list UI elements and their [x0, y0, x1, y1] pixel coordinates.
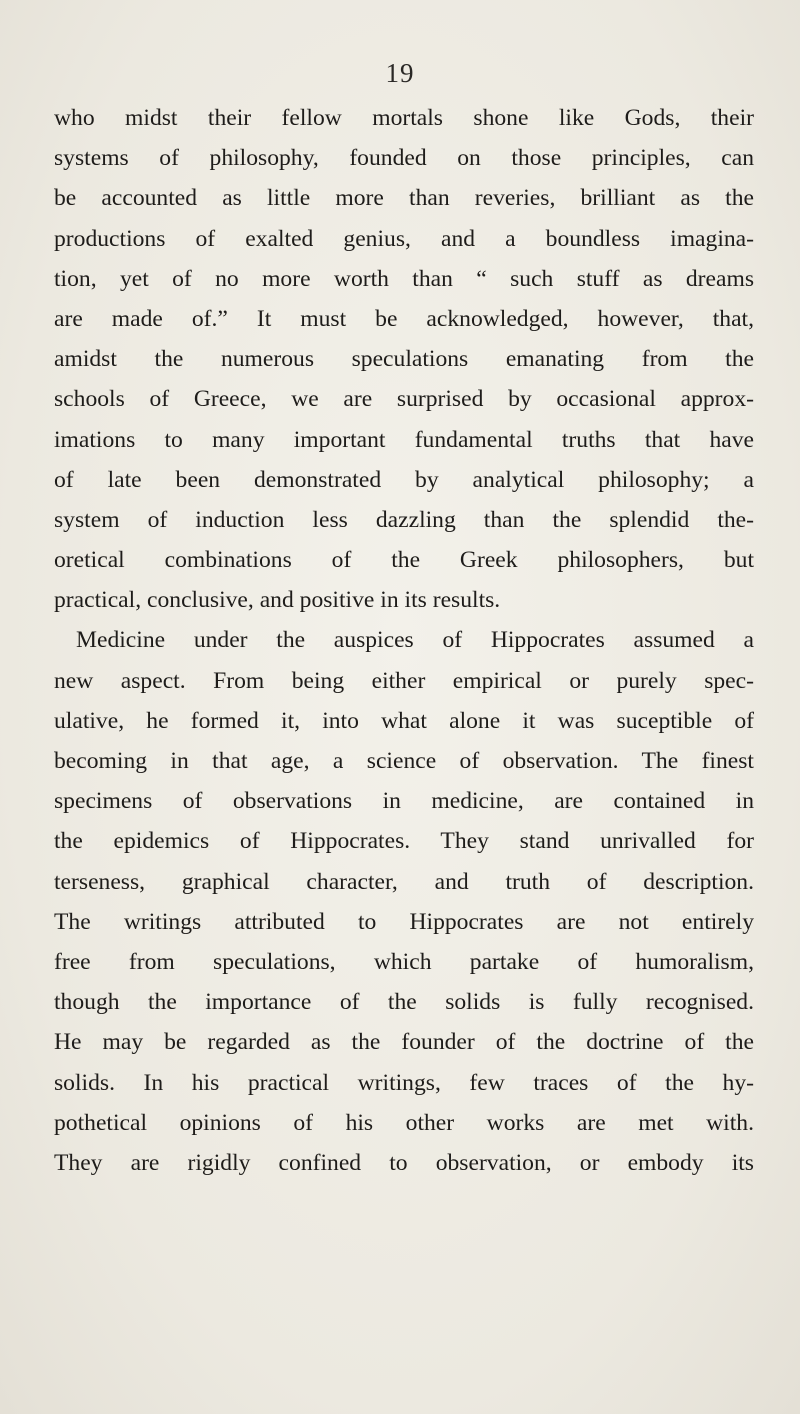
text-line: be accounted as little more than reveries, brilliant as the: [54, 185, 754, 212]
text-line: new aspect. From being either empirical or purely spec-: [54, 667, 754, 694]
paragraph-end-line: practical, conclusive, and positive in its results.: [54, 587, 501, 614]
text-line: He may be regarded as the founder of the doctrine of the: [54, 1029, 754, 1056]
text-line: systems of philosophy, founded on those principles, can: [54, 145, 754, 172]
body-text: [54, 98, 754, 1183]
text-line: imations to many important fundamental truths that have: [54, 426, 754, 453]
text-line: They are rigidly confined to observation, or embody its: [54, 1149, 754, 1176]
text-line: who midst their fellow mortals shone like Gods, their: [54, 105, 754, 131]
page-number: 19: [385, 58, 415, 88]
text-line: productions of exalted genius, and a boundless imagina-: [54, 225, 754, 252]
text-line: system of induction less dazzling than the splendid the-: [54, 506, 754, 533]
text-line: solids. In his practical writings, few traces of the hy-: [54, 1069, 754, 1096]
text-line: The writings attributed to Hippocrates are not entirely: [54, 908, 754, 935]
text-line: terseness, graphical character, and truth of description.: [54, 868, 754, 895]
text-line: are made of.” It must be acknowledged, however, that,: [54, 305, 754, 332]
text-line: amidst the numerous speculations emanating from the: [54, 346, 754, 373]
text-line: of late been demonstrated by analytical philosophy; a: [54, 466, 754, 493]
text-line: oretical combinations of the Greek philosophers, but: [54, 547, 754, 574]
text-line: schools of Greece, we are surprised by occasional approx-: [54, 386, 754, 413]
text-line: ulative, he formed it, into what alone it was suceptible of: [54, 707, 754, 734]
text-line: pothetical opinions of his other works are met with.: [54, 1109, 754, 1136]
text-line: specimens of observations in medicine, are contained in: [54, 788, 754, 815]
text-line: though the importance of the solids is fully recognised.: [54, 989, 754, 1016]
text-line: free from speculations, which partake of humoralism,: [54, 948, 754, 975]
text-line: becoming in that age, a science of observation. The finest: [54, 748, 754, 774]
paragraph-start-line: Medicine under the auspices of Hippocrates assumed a: [76, 627, 754, 654]
text-line: tion, yet of no more worth than “ such stuff as dreams: [54, 265, 754, 292]
text-line: the epidemics of Hippocrates. They stand unrivalled for: [54, 828, 754, 855]
